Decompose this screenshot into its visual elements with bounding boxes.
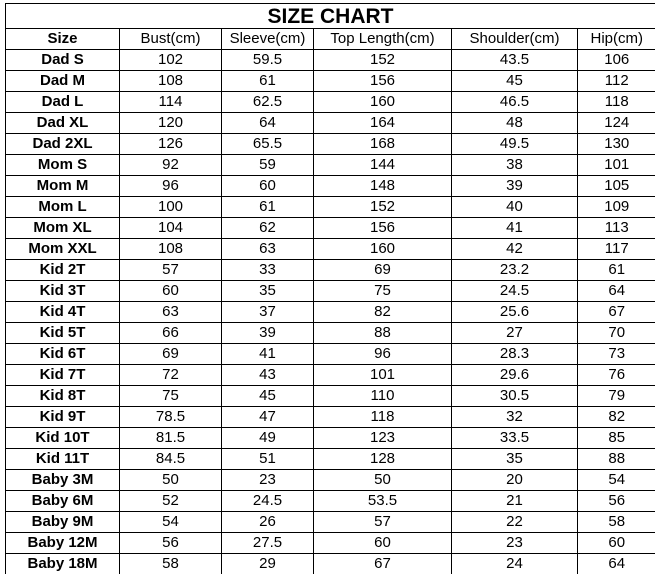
size-cell: Kid 3T [6, 281, 120, 302]
top-length-cell: 60 [314, 533, 452, 554]
size-cell: Mom S [6, 155, 120, 176]
table-row [6, 365, 655, 386]
sleeve-cell: 43 [222, 365, 314, 386]
top-length-cell: 148 [314, 176, 452, 197]
hip-cell: 64 [578, 281, 655, 302]
size-cell: Dad S [6, 50, 120, 71]
sleeve-cell: 29 [222, 554, 314, 574]
size-table [5, 28, 655, 574]
top-length-cell: 101 [314, 365, 452, 386]
bust-cell: 108 [120, 239, 222, 260]
shoulder-cell: 21 [452, 491, 578, 512]
top-length-cell: 164 [314, 113, 452, 134]
shoulder-cell: 24.5 [452, 281, 578, 302]
table-row [6, 260, 655, 281]
top-length-cell: 88 [314, 323, 452, 344]
top-length-cell: 168 [314, 134, 452, 155]
size-cell: Baby 6M [6, 491, 120, 512]
top-length-cell: 128 [314, 449, 452, 470]
table-row [6, 344, 655, 365]
top-length-cell: 96 [314, 344, 452, 365]
shoulder-cell: 27 [452, 323, 578, 344]
bust-cell: 81.5 [120, 428, 222, 449]
shoulder-cell: 28.3 [452, 344, 578, 365]
table-row [6, 554, 655, 574]
bust-cell: 66 [120, 323, 222, 344]
top-length-cell: 69 [314, 260, 452, 281]
hip-cell: 58 [578, 512, 655, 533]
header-top-length: Top Length(cm) [314, 29, 452, 50]
bust-cell: 60 [120, 281, 222, 302]
sleeve-cell: 45 [222, 386, 314, 407]
sleeve-cell: 26 [222, 512, 314, 533]
chart-title: SIZE CHART [5, 3, 655, 28]
bust-cell: 108 [120, 71, 222, 92]
sleeve-cell: 51 [222, 449, 314, 470]
header-hip: Hip(cm) [578, 29, 655, 50]
shoulder-cell: 22 [452, 512, 578, 533]
hip-cell: 124 [578, 113, 655, 134]
bust-cell: 100 [120, 197, 222, 218]
shoulder-cell: 40 [452, 197, 578, 218]
shoulder-cell: 49.5 [452, 134, 578, 155]
size-cell: Dad M [6, 71, 120, 92]
sleeve-cell: 39 [222, 323, 314, 344]
top-length-cell: 53.5 [314, 491, 452, 512]
table-row [6, 533, 655, 554]
shoulder-cell: 38 [452, 155, 578, 176]
hip-cell: 73 [578, 344, 655, 365]
bust-cell: 50 [120, 470, 222, 491]
hip-cell: 64 [578, 554, 655, 574]
top-length-cell: 67 [314, 554, 452, 574]
size-cell: Kid 8T [6, 386, 120, 407]
top-length-cell: 156 [314, 218, 452, 239]
table-row [6, 218, 655, 239]
hip-cell: 67 [578, 302, 655, 323]
hip-cell: 118 [578, 92, 655, 113]
table-row [6, 428, 655, 449]
top-length-cell: 110 [314, 386, 452, 407]
shoulder-cell: 42 [452, 239, 578, 260]
size-cell: Kid 4T [6, 302, 120, 323]
size-chart [5, 3, 655, 574]
bust-cell: 104 [120, 218, 222, 239]
shoulder-cell: 23.2 [452, 260, 578, 281]
top-length-cell: 152 [314, 50, 452, 71]
size-cell: Dad XL [6, 113, 120, 134]
shoulder-cell: 45 [452, 71, 578, 92]
table-row [6, 512, 655, 533]
table-row [6, 92, 655, 113]
hip-cell: 61 [578, 260, 655, 281]
header-size: Size [6, 29, 120, 50]
top-length-cell: 160 [314, 239, 452, 260]
header-sleeve: Sleeve(cm) [222, 29, 314, 50]
table-row [6, 281, 655, 302]
table-body [6, 50, 655, 574]
table-row [6, 449, 655, 470]
hip-cell: 112 [578, 71, 655, 92]
table-row [6, 386, 655, 407]
shoulder-cell: 23 [452, 533, 578, 554]
sleeve-cell: 62.5 [222, 92, 314, 113]
sleeve-cell: 35 [222, 281, 314, 302]
hip-cell: 113 [578, 218, 655, 239]
bust-cell: 114 [120, 92, 222, 113]
hip-cell: 109 [578, 197, 655, 218]
shoulder-cell: 48 [452, 113, 578, 134]
size-cell: Mom M [6, 176, 120, 197]
sleeve-cell: 61 [222, 197, 314, 218]
bust-cell: 56 [120, 533, 222, 554]
size-cell: Dad L [6, 92, 120, 113]
size-cell: Kid 2T [6, 260, 120, 281]
hip-cell: 60 [578, 533, 655, 554]
table-row [6, 197, 655, 218]
shoulder-cell: 33.5 [452, 428, 578, 449]
sleeve-cell: 41 [222, 344, 314, 365]
shoulder-cell: 24 [452, 554, 578, 574]
size-cell: Mom XL [6, 218, 120, 239]
table-row [6, 113, 655, 134]
header-shoulder: Shoulder(cm) [452, 29, 578, 50]
sleeve-cell: 60 [222, 176, 314, 197]
top-length-cell: 82 [314, 302, 452, 323]
table-row [6, 470, 655, 491]
table-row [6, 302, 655, 323]
size-cell: Kid 5T [6, 323, 120, 344]
sleeve-cell: 47 [222, 407, 314, 428]
shoulder-cell: 43.5 [452, 50, 578, 71]
table-row [6, 491, 655, 512]
sleeve-cell: 33 [222, 260, 314, 281]
sleeve-cell: 27.5 [222, 533, 314, 554]
header-bust: Bust(cm) [120, 29, 222, 50]
bust-cell: 120 [120, 113, 222, 134]
sleeve-cell: 64 [222, 113, 314, 134]
sleeve-cell: 24.5 [222, 491, 314, 512]
shoulder-cell: 25.6 [452, 302, 578, 323]
bust-cell: 92 [120, 155, 222, 176]
top-length-cell: 156 [314, 71, 452, 92]
sleeve-cell: 65.5 [222, 134, 314, 155]
shoulder-cell: 41 [452, 218, 578, 239]
bust-cell: 54 [120, 512, 222, 533]
sleeve-cell: 37 [222, 302, 314, 323]
top-length-cell: 144 [314, 155, 452, 176]
hip-cell: 70 [578, 323, 655, 344]
shoulder-cell: 32 [452, 407, 578, 428]
hip-cell: 130 [578, 134, 655, 155]
sleeve-cell: 59 [222, 155, 314, 176]
sleeve-cell: 49 [222, 428, 314, 449]
table-row [6, 71, 655, 92]
size-cell: Kid 6T [6, 344, 120, 365]
hip-cell: 79 [578, 386, 655, 407]
size-cell: Kid 7T [6, 365, 120, 386]
sleeve-cell: 23 [222, 470, 314, 491]
shoulder-cell: 29.6 [452, 365, 578, 386]
bust-cell: 96 [120, 176, 222, 197]
table-row [6, 155, 655, 176]
hip-cell: 106 [578, 50, 655, 71]
shoulder-cell: 35 [452, 449, 578, 470]
shoulder-cell: 39 [452, 176, 578, 197]
hip-cell: 76 [578, 365, 655, 386]
size-cell: Baby 9M [6, 512, 120, 533]
top-length-cell: 152 [314, 197, 452, 218]
table-row [6, 134, 655, 155]
size-cell: Mom XXL [6, 239, 120, 260]
sleeve-cell: 63 [222, 239, 314, 260]
size-cell: Baby 18M [6, 554, 120, 574]
hip-cell: 85 [578, 428, 655, 449]
hip-cell: 82 [578, 407, 655, 428]
hip-cell: 105 [578, 176, 655, 197]
top-length-cell: 75 [314, 281, 452, 302]
shoulder-cell: 30.5 [452, 386, 578, 407]
sleeve-cell: 62 [222, 218, 314, 239]
bust-cell: 69 [120, 344, 222, 365]
sleeve-cell: 61 [222, 71, 314, 92]
top-length-cell: 118 [314, 407, 452, 428]
size-cell: Baby 3M [6, 470, 120, 491]
hip-cell: 56 [578, 491, 655, 512]
bust-cell: 57 [120, 260, 222, 281]
header-row [6, 29, 655, 50]
bust-cell: 84.5 [120, 449, 222, 470]
table-row [6, 323, 655, 344]
hip-cell: 117 [578, 239, 655, 260]
size-cell: Dad 2XL [6, 134, 120, 155]
size-cell: Mom L [6, 197, 120, 218]
bust-cell: 58 [120, 554, 222, 574]
top-length-cell: 50 [314, 470, 452, 491]
size-cell: Kid 11T [6, 449, 120, 470]
bust-cell: 78.5 [120, 407, 222, 428]
size-cell: Baby 12M [6, 533, 120, 554]
size-cell: Kid 10T [6, 428, 120, 449]
hip-cell: 54 [578, 470, 655, 491]
bust-cell: 126 [120, 134, 222, 155]
hip-cell: 101 [578, 155, 655, 176]
size-cell: Kid 9T [6, 407, 120, 428]
bust-cell: 72 [120, 365, 222, 386]
top-length-cell: 57 [314, 512, 452, 533]
top-length-cell: 160 [314, 92, 452, 113]
table-row [6, 50, 655, 71]
table-row [6, 239, 655, 260]
bust-cell: 63 [120, 302, 222, 323]
sleeve-cell: 59.5 [222, 50, 314, 71]
bust-cell: 52 [120, 491, 222, 512]
table-row [6, 176, 655, 197]
shoulder-cell: 20 [452, 470, 578, 491]
table-row [6, 407, 655, 428]
top-length-cell: 123 [314, 428, 452, 449]
shoulder-cell: 46.5 [452, 92, 578, 113]
bust-cell: 102 [120, 50, 222, 71]
bust-cell: 75 [120, 386, 222, 407]
hip-cell: 88 [578, 449, 655, 470]
